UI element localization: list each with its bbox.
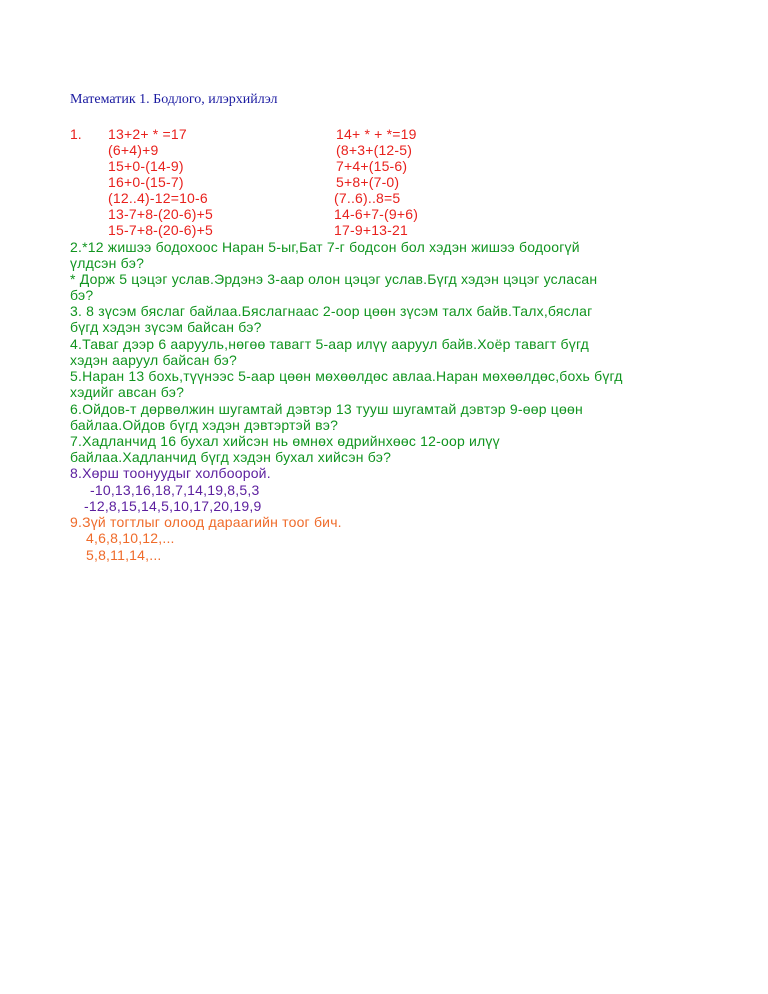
green-line-12: 7.Хадланчид 16 бухал хийсэн нь өмнөх өдрийнхөөс 12-оор илүү (70, 433, 500, 449)
green-line-11: байлаа.Ойдов бүгд хэдэн дэвтэртэй вэ? (70, 417, 339, 433)
green-line-8: 5.Наран 13 бохь,түүнээс 5-аар цөөн мөхөөлдөс авлаа.Наран мөхөөлдөс,бохь бүгд (70, 368, 623, 384)
p1-left-6: 15-7+8-(20-6)+5 (108, 222, 213, 238)
p1-right-3: 5+8+(7-0) (336, 174, 400, 190)
p1-right-4: (7..6)..8=5 (334, 190, 401, 206)
p1-right-2: 7+4+(15-6) (336, 158, 408, 174)
purple-line-2: -12,8,15,14,5,10,17,20,19,9 (84, 498, 262, 514)
problem-1-number: 1. (70, 126, 82, 142)
green-line-9: хэдийг авсан бэ? (70, 384, 185, 400)
document-title: Математик 1. Бодлого, илэрхийлэл (70, 92, 278, 107)
green-line-10: 6.Ойдов-т дөрвөлжин шугамтай дэвтэр 13 тууш шугамтай дэвтэр 9-өөр цөөн (70, 401, 583, 417)
green-line-1: үлдсэн бэ? (70, 255, 145, 271)
p1-left-2: 15+0-(14-9) (108, 158, 184, 174)
orange-line-0: 9.Зүй тогтлыг олоод дараагийн тоог бич. (70, 514, 342, 530)
green-line-2: * Дорж 5 цэцэг услав.Эрдэнэ 3-аар олон цэцэг услав.Бүгд хэдэн цэцэг усласан (70, 271, 598, 287)
green-line-13: байлаа.Хадланчид бүгд хэдэн бухал хийсэн бэ? (70, 449, 392, 465)
p1-left-1: (6+4)+9 (108, 142, 159, 158)
orange-line-2: 5,8,11,14,... (86, 547, 162, 563)
p1-right-1: (8+3+(12-5) (336, 142, 413, 158)
green-line-3: бэ? (70, 287, 94, 303)
p1-left-4: (12..4)-12=10-6 (108, 190, 208, 206)
p1-left-3: 16+0-(15-7) (108, 174, 184, 190)
purple-line-0: 8.Хөрш тоонуудыг холбоорой. (70, 465, 271, 481)
purple-line-1: -10,13,16,18,7,14,19,8,5,3 (90, 482, 260, 498)
green-line-7: хэдэн ааруул байсан бэ? (70, 352, 237, 368)
p1-left-5: 13-7+8-(20-6)+5 (108, 206, 213, 222)
p1-right-0: 14+ * + *=19 (336, 126, 417, 142)
green-line-4: 3. 8 зүсэм бяслаг байлаа.Бяслагнаас 2-оор цөөн зүсэм талх байв.Талх,бяслаг (70, 303, 593, 319)
green-line-5: бүгд хэдэн зүсэм байсан бэ? (70, 319, 262, 335)
p1-right-5: 14-6+7-(9+6) (334, 206, 419, 222)
p1-left-0: 13+2+ * =17 (108, 126, 187, 142)
green-line-0: 2.*12 жишээ бодохоос Наран 5-ыг,Бат 7-г бодсон бол хэдэн жишээ бодоогүй (70, 239, 580, 255)
orange-line-1: 4,6,8,10,12,... (86, 530, 175, 546)
p1-right-6: 17-9+13-21 (334, 222, 409, 238)
green-line-6: 4.Таваг дээр 6 аарууль,нөгөө тавагт 5-аар илүү ааруул байв.Хоёр тавагт бүгд (70, 336, 590, 352)
